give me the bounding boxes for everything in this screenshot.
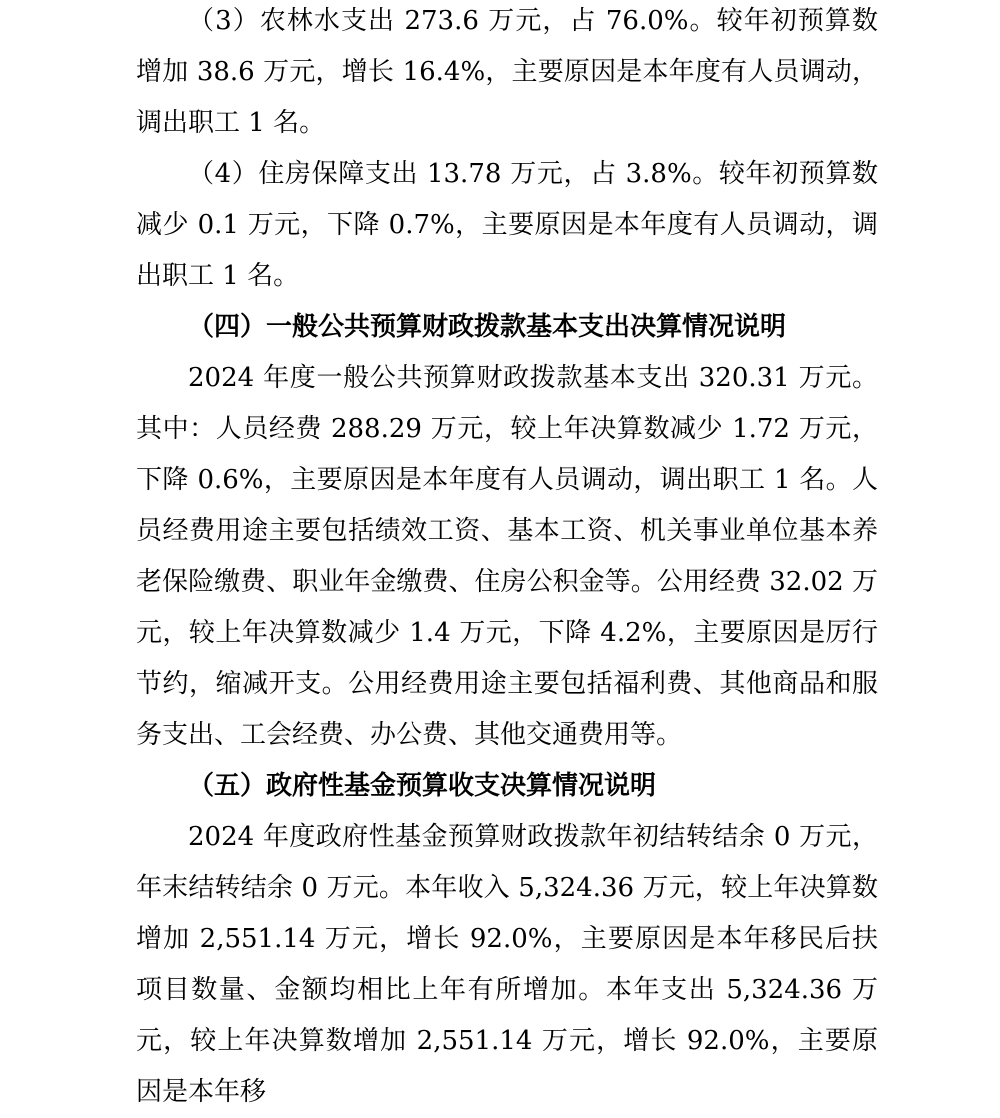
document-page	[136, 0, 878, 1118]
section-heading-basic-expenditure: （四）一般公共预算财政拨款基本支出决算情况说明	[188, 312, 787, 342]
paragraph-basic-expenditure: 2024 年度一般公共预算财政拨款基本支出 320.31 万元。其中：人员经费 288.29 万元，较上年决算数减少 1.72 万元，下降 0.6%，主要原因是本年度有人员调动，调出职工 1 名。人员经费用途主要包括绩效工资、基本工资、机关事业单位基本养老保险缴费、职业年金缴费、住房公积金等。公用经费 32.02 万元，较上年决算数减少 1.4 万元，下降 4.2%，主要原因是厉行节约，缩减开支。公用经费用途主要包括福利费、其他商品和服务支出、工会经费、办公费、其他交通费用等。	[136, 363, 878, 750]
paragraph-housing-expenditure: （4）住房保障支出 13.78 万元，占 3.8%。较年初预算数减少 0.1 万元，下降 0.7%，主要原因是本年度有人员调动，调出职工 1 名。	[136, 159, 878, 291]
section-heading-government-fund: （五）政府性基金预算收支决算情况说明	[188, 771, 657, 801]
paragraph-agriculture-expenditure: （3）农林水支出 273.6 万元，占 76.0%。较年初预算数增加 38.6 万元，增长 16.4%，主要原因是本年度有人员调动，调出职工 1 名。	[136, 6, 878, 138]
paragraph-government-fund: 2024 年度政府性基金预算财政拨款年初结转结余 0 万元，年末结转结余 0 万元。本年收入 5,324.36 万元，较上年决算数增加 2,551.14 万元，增长 92.0%，主要原因是本年移民后扶项目数量、金额均相比上年有所增加。本年支出 5,324.36 万元，较上年决算数增加 2,551.14 万元，增长 92.0%，主要原因是本年移	[136, 822, 878, 1107]
